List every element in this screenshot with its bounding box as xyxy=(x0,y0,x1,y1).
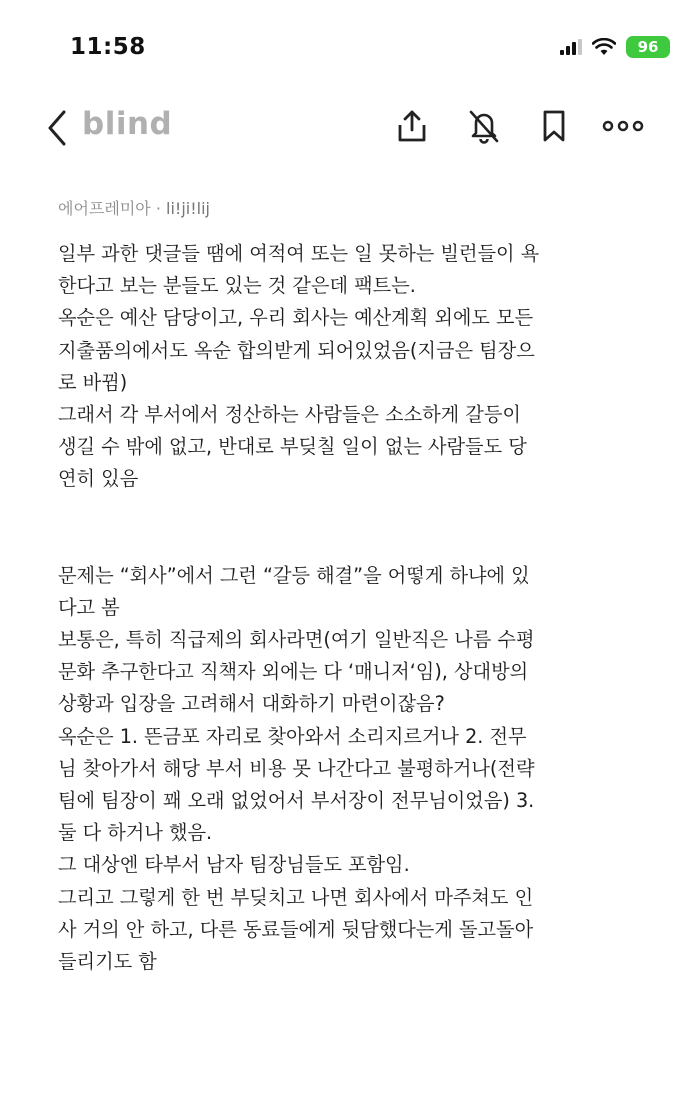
post-line: 님 찾아가서 해당 부서 비용 못 나간다고 불평하거나(전략 xyxy=(58,756,535,780)
post-line: 지출품의에서도 옥순 합의받게 되어있었음(지금은 팀장으 xyxy=(58,338,535,362)
cellular-signal-icon xyxy=(560,39,582,55)
post-line: 그래서 각 부서에서 정산하는 사람들은 소소하게 갈등이 xyxy=(58,403,521,427)
wifi-icon xyxy=(592,38,616,56)
battery-indicator xyxy=(626,36,670,58)
status-indicators xyxy=(560,36,670,58)
post-author[interactable] xyxy=(58,196,210,219)
post-line: 팀에 팀장이 꽤 오래 없었어서 부서장이 전무님이었음) 3. xyxy=(58,789,535,813)
post-line: 들리기도 함 xyxy=(58,950,157,974)
post-line: 그리고 그렇게 한 번 부딪치고 나면 회사에서 마주쳐도 인 xyxy=(58,885,534,909)
post-line: 그 대상엔 타부서 남자 팀장님들도 포함임. xyxy=(58,853,410,877)
author-nickname: li!ji!lij xyxy=(166,199,210,218)
more-icon xyxy=(602,108,644,144)
post-line: 상황과 입장을 고려해서 대화하기 마련이잖음? xyxy=(58,692,445,716)
back-chevron-icon xyxy=(42,108,72,148)
post-line: 문제는 “회사”에서 그런 “갈등 해결”을 어떻게 하냐에 있 xyxy=(58,563,530,587)
post-line: 옥순은 1. 뜬금포 자리로 찾아와서 소리지르거나 2. 전무 xyxy=(58,724,527,748)
post-line: 옥순은 예산 담당이고, 우리 회사는 예산계획 외에도 모든 xyxy=(58,306,534,330)
post-line: 생길 수 밖에 없고, 반대로 부딪칠 일이 없는 사람들도 당 xyxy=(58,435,527,459)
app-logo: blind xyxy=(82,106,173,142)
post-line: 로 바뀜) xyxy=(58,370,128,394)
post-line: 사 거의 안 하고, 다른 동료들에게 뒷담했다는게 돌고돌아 xyxy=(58,917,534,941)
bookmark-button[interactable] xyxy=(536,108,572,144)
back-button[interactable] xyxy=(42,108,72,148)
post-line: 문화 추구한다고 직책자 외에는 다 ‘매니저‘임), 상대방의 xyxy=(58,660,529,684)
status-bar xyxy=(0,0,700,90)
battery-level: 96 xyxy=(637,38,659,56)
author-company: 에어프레미아 xyxy=(58,199,151,218)
bookmark-icon xyxy=(536,108,572,144)
post-body xyxy=(58,238,678,978)
author-separator: · xyxy=(150,199,167,218)
status-time: 11:58 xyxy=(70,34,146,60)
post-line: 연히 있음 xyxy=(58,467,139,491)
post-line: 한다고 보는 분들도 있는 것 같은데 팩트는. xyxy=(58,274,416,298)
bell-off-icon xyxy=(466,108,502,144)
more-options-button[interactable] xyxy=(602,108,644,144)
share-icon xyxy=(394,108,430,144)
notification-toggle-button[interactable] xyxy=(466,108,502,144)
post-line: 보통은, 특히 직급제의 회사라면(여기 일반직은 나름 수평 xyxy=(58,628,535,652)
paragraph-gap xyxy=(58,496,678,560)
navigation-bar xyxy=(0,96,700,160)
post-line: 둘 다 하거나 했음. xyxy=(58,821,213,845)
share-button[interactable] xyxy=(394,108,430,144)
post-line: 일부 과한 댓글들 땜에 여적여 또는 일 못하는 빌런들이 욕 xyxy=(58,242,540,265)
post-line: 다고 봄 xyxy=(58,595,120,619)
